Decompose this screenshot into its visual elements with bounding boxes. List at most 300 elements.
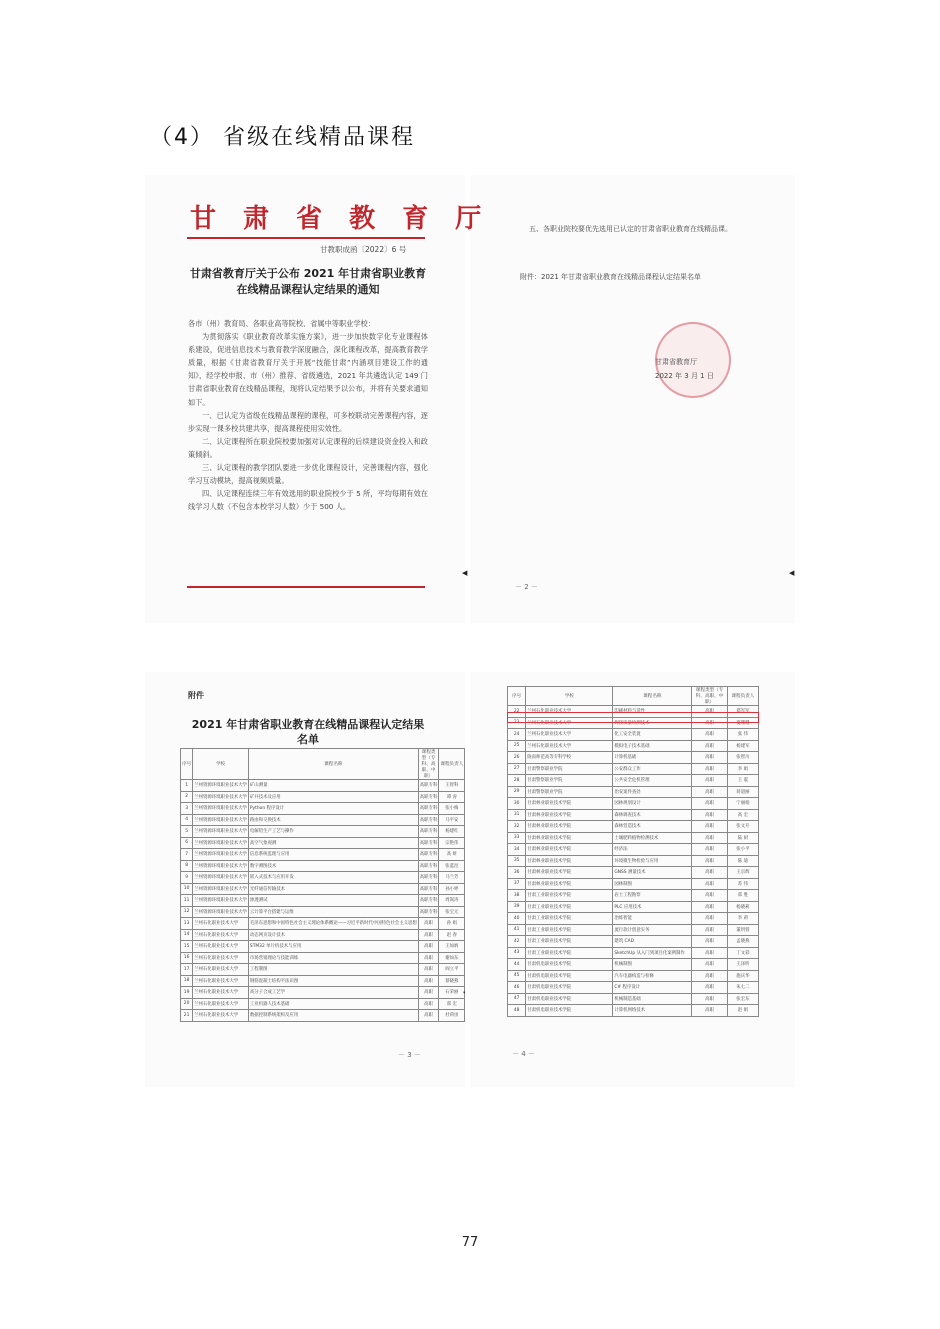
- table-cell: 17: [181, 964, 193, 976]
- table-cell: 兰州石化职业技术大学: [193, 964, 249, 976]
- table-cell: 李 莉: [727, 913, 758, 925]
- table-cell: 29: [508, 786, 526, 798]
- table-cell: 汽车电器构造与检修: [613, 970, 692, 982]
- table-cell: 蔡晓燕: [439, 975, 465, 987]
- table-cell: 毛泽东思想和中国特色社会主义理论体系概论——习近平新时代中国特色社会主义思想: [248, 918, 418, 930]
- table-cell: 高职专科: [418, 860, 439, 872]
- table-cell: 郑军军: [727, 706, 758, 718]
- table-cell: 高职: [692, 867, 727, 879]
- table-cell: 高职: [418, 964, 439, 976]
- table-cell: 18: [181, 975, 193, 987]
- table-cell: 兰州石化职业技术大学: [526, 706, 613, 718]
- paragraph: 为贯彻落实《职业教育改革实施方案》，进一步加快数字化专业课程体系建设，促进信息技术与教育教学深度融合，深化课程改革，提高教育教学质量，根据《甘肃省教育厅关于开展“技能甘肃”内涵项目建设工作的通知》，经学校申报、市（州）推荐、省级遴选，2021 年共遴选认定 149 门甘肃省职业教育在线精品课程，现将认定结果予以公布，并将有关要求通知如下。: [188, 332, 428, 407]
- table-cell: 嵌入式技术与应用开发: [248, 872, 418, 884]
- table-cell: 5: [181, 826, 193, 838]
- table-cell: 高职: [692, 936, 727, 948]
- table-cell: 兰州石化职业技术大学: [526, 729, 613, 741]
- table-cell: 19: [181, 987, 193, 999]
- page-label-4: － 4 －: [512, 1050, 535, 1058]
- table-cell: 高职: [692, 878, 727, 890]
- table-cell: 12: [181, 906, 193, 918]
- table-row: [508, 832, 759, 844]
- table-cell: 治安案件查处: [613, 786, 692, 798]
- table-cell: 张蓝昆: [439, 860, 465, 872]
- document-number: 甘教职成函〔2022〕6 号: [320, 245, 407, 254]
- table-row: [508, 763, 759, 775]
- table-cell: 甘肃机电职业技术学院: [526, 982, 613, 994]
- table-cell: 37: [508, 878, 526, 890]
- table-cell: 甘肃机电职业技术学院: [526, 959, 613, 971]
- table-row: [181, 998, 465, 1010]
- table-cell: 张小平: [727, 844, 758, 856]
- table-cell: STM32 单片机技术与应用: [248, 941, 418, 953]
- table-cell: 谢如东: [439, 952, 465, 964]
- table-cell: 马兰芳: [439, 872, 465, 884]
- attachment-label: 附件: [188, 691, 204, 700]
- table-cell: 渗透测试: [248, 895, 418, 907]
- table-cell: 高职: [692, 706, 727, 718]
- table-cell: 兰州资源环境职业技术大学: [193, 791, 249, 803]
- table-cell: 流行款计创意实务: [613, 924, 692, 936]
- table-cell: 冶炼智能: [613, 913, 692, 925]
- table-cell: 42: [508, 936, 526, 948]
- table-cell: 高职专科: [418, 791, 439, 803]
- table-cell: 23: [508, 717, 526, 729]
- table-cell: 高空气象观测: [248, 837, 418, 849]
- table-row: [508, 970, 759, 982]
- table-cell: 高职: [692, 821, 727, 833]
- table-row: [508, 752, 759, 764]
- table-row: [508, 867, 759, 879]
- table-cell: 森林调查技术: [613, 809, 692, 821]
- table-cell: 28: [508, 775, 526, 787]
- table-cell: 甘肃林业职业技术学院: [526, 878, 613, 890]
- table-cell: 20: [181, 998, 193, 1010]
- table-cell: 25: [508, 740, 526, 752]
- notice-title: 甘肃省教育厅关于公布 2021 年甘肃省职业教育在线精品课程认定结果的通知: [189, 267, 427, 296]
- table-cell: 11: [181, 895, 193, 907]
- results-table-1: [180, 748, 465, 1022]
- table-cell: 高职: [692, 844, 727, 856]
- table-cell: 电解铝生产工艺与操作: [248, 826, 418, 838]
- table-cell: 甘肃林业职业技术学院: [526, 867, 613, 879]
- table-cell: 经济法: [613, 844, 692, 856]
- table-cell: 41: [508, 924, 526, 936]
- table-cell: PLC 应用技术: [613, 901, 692, 913]
- table-cell: 兰州资源环境职业技术大学: [193, 906, 249, 918]
- table-row: [181, 906, 465, 918]
- red-divider-bottom: [187, 586, 425, 588]
- table-row: [508, 821, 759, 833]
- table-cell: 兰州石化职业技术大学: [193, 941, 249, 953]
- table-cell: 甘肃林业职业技术学院: [526, 855, 613, 867]
- table-cell: 甘肃工业职业技术学院: [526, 947, 613, 959]
- table-row: [181, 791, 465, 803]
- table-cell: 高职: [692, 775, 727, 787]
- table-cell: 杨建红: [439, 826, 465, 838]
- table-row: [181, 929, 465, 941]
- table-cell: 光纤通信传输技术: [248, 883, 418, 895]
- table-cell: 王智科: [439, 780, 465, 792]
- table-cell: 高职: [692, 924, 727, 936]
- table-cell: 高职: [418, 941, 439, 953]
- table-row: [181, 975, 465, 987]
- table-cell: 47: [508, 993, 526, 1005]
- page-label-2: － 2 －: [515, 583, 538, 591]
- paragraph: 一、已认定为省级在线精品课程的课程，可多校联动完善课程内容，逐步实现一课多校共建共享，提高课程使用实效性。: [188, 410, 428, 433]
- table-cell: 40: [508, 913, 526, 925]
- table-cell: 31: [508, 809, 526, 821]
- table-cell: 高职: [692, 913, 727, 925]
- table-cell: 38: [508, 890, 526, 902]
- table-cell: 高职: [692, 890, 727, 902]
- table-row: [181, 952, 465, 964]
- table-row: [181, 941, 465, 953]
- table-cell: 阎立平: [439, 964, 465, 976]
- table-cell: 甘肃机电职业技术学院: [526, 970, 613, 982]
- table-cell: 高职专科: [418, 883, 439, 895]
- table-cell: 45: [508, 970, 526, 982]
- table-cell: 48: [508, 1005, 526, 1017]
- table-cell: 郑 胜: [727, 890, 758, 902]
- table-cell: 甘肃警察职业学院: [526, 775, 613, 787]
- table-cell: 兰州资源环境职业技术大学: [193, 895, 249, 907]
- table-cell: 甘肃林业职业技术学院: [526, 832, 613, 844]
- table-cell: 高职: [692, 993, 727, 1005]
- table-cell: 张小梅: [439, 803, 465, 815]
- table-cell: 高职: [692, 982, 727, 994]
- table-cell: 高 妍: [439, 849, 465, 861]
- table-cell: 森林营造技术: [613, 821, 692, 833]
- table-cell: 高职: [692, 1005, 727, 1017]
- table-row: [181, 895, 465, 907]
- table-cell: 郑 宏: [439, 998, 465, 1010]
- table-cell: 高职: [692, 832, 727, 844]
- table-cell: 甘肃工业职业技术学院: [526, 936, 613, 948]
- table-cell: 张文开: [727, 821, 758, 833]
- table-cell: 高职: [692, 947, 727, 959]
- section-heading: （4） 省级在线精品课程: [150, 125, 415, 150]
- page-number: 77: [461, 1235, 479, 1250]
- table-cell: 4: [181, 814, 193, 826]
- table-cell: 兰州资源环境职业技术大学: [193, 883, 249, 895]
- table-cell: 王 震: [727, 775, 758, 787]
- table-cell: 园林制图: [613, 878, 692, 890]
- table-cell: 高职: [692, 729, 727, 741]
- table-cell: 高职: [418, 918, 439, 930]
- table-cell: 杨建军: [727, 740, 758, 752]
- table-cell: 朱七二: [727, 982, 758, 994]
- table-cell: 高职: [418, 952, 439, 964]
- table-cell: 杜荷宙: [439, 1010, 465, 1022]
- page-label-3: － 3 －: [398, 1051, 421, 1059]
- table-cell: 公共安全危机管理: [613, 775, 692, 787]
- table-cell: 10: [181, 883, 193, 895]
- table-cell: 甘肃机电职业技术学院: [526, 993, 613, 1005]
- table-cell: 高职: [692, 717, 727, 729]
- table-cell: 云计算平台搭建与运维: [248, 906, 418, 918]
- table-cell: 1: [181, 780, 193, 792]
- table-cell: 建筑 CAD: [613, 936, 692, 948]
- table-row: [508, 786, 759, 798]
- table-cell: 8: [181, 860, 193, 872]
- table-row: [508, 936, 759, 948]
- table-cell: 钢筋混凝土结构平法识图: [248, 975, 418, 987]
- table-cell: 兰州石化职业技术大学: [193, 929, 249, 941]
- table-cell: 14: [181, 929, 193, 941]
- table-cell: 21: [181, 1010, 193, 1022]
- table-row: [181, 803, 465, 815]
- list-title: 2021 年甘肃省职业教育在线精品课程认定结果名单: [191, 718, 425, 746]
- table-cell: 甘肃工业职业技术学院: [526, 913, 613, 925]
- table-cell: 高职专科: [418, 803, 439, 815]
- scan-marker-icon: ◀: [462, 569, 468, 577]
- table-cell: 27: [508, 763, 526, 775]
- table-cell: 矿井技术及应用: [248, 791, 418, 803]
- table-cell: 宗艳伟: [439, 837, 465, 849]
- table-cell: 兰州资源环境职业技术大学: [193, 872, 249, 884]
- table-row: [181, 849, 465, 861]
- table-cell: 计算机基础: [613, 752, 692, 764]
- table-cell: 甘肃机电职业技术学院: [526, 1005, 613, 1017]
- table-cell: 孟晓燕: [727, 936, 758, 948]
- table-cell: 李 娟: [727, 763, 758, 775]
- paragraph: 二、认定课程所在职业院校要加强对认定课程的后续建设资金投入和政策倾斜。: [188, 436, 428, 459]
- notice-paragraph-5: 五、各职业院校要优先选用已认定的甘肃省职业教育在线精品课。: [529, 225, 732, 233]
- header-course: 课程名称: [248, 749, 418, 780]
- table-row: [508, 1005, 759, 1017]
- table-cell: 高职: [692, 959, 727, 971]
- header-lead: 课程负责人: [727, 687, 758, 706]
- table-cell: 王宗辉: [727, 867, 758, 879]
- table-cell: 周嵩涛: [439, 895, 465, 907]
- table-cell: 张宏东: [727, 993, 758, 1005]
- table-cell: Python 程序设计: [248, 803, 418, 815]
- table-cell: 39: [508, 901, 526, 913]
- table-row: [508, 809, 759, 821]
- table-row: [181, 837, 465, 849]
- table-cell: 王泽昕: [727, 959, 758, 971]
- table-cell: 赵 春: [439, 929, 465, 941]
- table-row: [181, 1010, 465, 1022]
- table-row: [181, 918, 465, 930]
- paragraph: 四、认定课程连续三年有效选用的职业院校少于 5 所，平均每期有效在线学习人数（不包含本校学习人数）少于 500 人。: [188, 489, 428, 512]
- table-cell: 施庆华: [727, 970, 758, 982]
- table-cell: 兰州资源环境职业技术大学: [193, 860, 249, 872]
- signature-date: 2022 年 3 月 1 日: [655, 372, 714, 380]
- table-row: [181, 780, 465, 792]
- table-cell: 高职: [692, 901, 727, 913]
- table-cell: 矿山测量: [248, 780, 418, 792]
- table-cell: 9: [181, 872, 193, 884]
- table-cell: 动态网页设计技术: [248, 929, 418, 941]
- table-cell: 高职专科: [418, 826, 439, 838]
- table-row: [508, 878, 759, 890]
- table-cell: 石荣丽: [439, 987, 465, 999]
- table-row: [508, 740, 759, 752]
- table-cell: 陆 厨: [727, 832, 758, 844]
- table-row: [181, 814, 465, 826]
- table-cell: 高职: [418, 998, 439, 1010]
- table-cell: 杨晓莉: [727, 901, 758, 913]
- table-row: [181, 987, 465, 999]
- header-lead: 课程负责人: [439, 749, 465, 780]
- table-cell: 高职: [692, 809, 727, 821]
- table-cell: 高职: [692, 786, 727, 798]
- table-cell: 高职: [418, 1010, 439, 1022]
- table-cell: 兰州石化职业技术大学: [193, 918, 249, 930]
- table-cell: 高职专科: [418, 872, 439, 884]
- table-cell: 高职专科: [418, 837, 439, 849]
- table-cell: 信息系统监理与应用: [248, 849, 418, 861]
- table-cell: 模拟电子技术基础: [613, 740, 692, 752]
- table-cell: 高职专科: [418, 814, 439, 826]
- header-type: 课程类型（专科、高职、中职）: [692, 687, 727, 706]
- table-cell: 高职: [692, 752, 727, 764]
- red-divider: [187, 237, 425, 239]
- table-cell: 计算机网络技术: [613, 1005, 692, 1017]
- table-row: [181, 883, 465, 895]
- table-cell: 蒋道丽: [727, 786, 758, 798]
- table-cell: 36: [508, 867, 526, 879]
- table-cell: 孙 娟: [439, 918, 465, 930]
- table-cell: 高职专科: [418, 906, 439, 918]
- table-cell: 3: [181, 803, 193, 815]
- table-cell: 高职: [692, 855, 727, 867]
- table-cell: 机械制造基础: [613, 993, 692, 1005]
- table-row: [181, 964, 465, 976]
- table-cell: 兰州资源环境职业技术大学: [193, 803, 249, 815]
- table-row: [508, 729, 759, 741]
- table-cell: 赵 娟: [727, 1005, 758, 1017]
- table-cell: 丁文彩: [727, 947, 758, 959]
- table-cell: 陈 迪: [727, 855, 758, 867]
- table-cell: 44: [508, 959, 526, 971]
- table-cell: 43: [508, 947, 526, 959]
- table-cell: 高职: [418, 929, 439, 941]
- table-cell: 甘肃工业职业技术学院: [526, 901, 613, 913]
- results-table-2: [507, 686, 759, 1017]
- paragraph: 三、认定课程的教学团队要进一步优化课程设计，完善课程内容，强化学习互动模块，提高视频质量。: [188, 463, 428, 486]
- letterhead: 甘 肃 省 教 育 厅: [190, 204, 491, 234]
- table-row: [508, 982, 759, 994]
- table-cell: 高职: [418, 987, 439, 999]
- table-cell: 园林规划设计: [613, 798, 692, 810]
- table-cell: 兰州资源环境职业技术大学: [193, 826, 249, 838]
- table-cell: 32: [508, 821, 526, 833]
- header-school: 学校: [193, 749, 249, 780]
- table-row: [508, 993, 759, 1005]
- table-cell: 张智川: [727, 752, 758, 764]
- table-row: [508, 913, 759, 925]
- table-cell: 高 宏: [727, 809, 758, 821]
- scanned-page-2: [470, 175, 795, 623]
- table-cell: 张宝元: [439, 906, 465, 918]
- paragraph: 各市（州）教育局、各职业高等院校、省属中等职业学校：: [188, 319, 375, 328]
- table-cell: 高职专科: [418, 849, 439, 861]
- table-cell: 高职: [692, 763, 727, 775]
- table-cell: 高职专科: [418, 780, 439, 792]
- table-cell: 兰州石化职业技术大学: [526, 740, 613, 752]
- table-cell: 陇南师范高等专科学校: [526, 752, 613, 764]
- table-row: [508, 924, 759, 936]
- table-cell: 高职: [692, 798, 727, 810]
- table-cell: 数据控制系统架构及应用: [248, 1010, 418, 1022]
- table-row: [181, 872, 465, 884]
- table-cell: 环境微生物检验与应用: [613, 855, 692, 867]
- table-cell: 甘肃工业职业技术学院: [526, 924, 613, 936]
- table-cell: 24: [508, 729, 526, 741]
- table-cell: 印刷材料与适性: [613, 706, 692, 718]
- table-cell: 高职: [692, 740, 727, 752]
- highlighted-row-box: [507, 712, 759, 723]
- table-cell: 工业机器人技术基础: [248, 998, 418, 1010]
- table-cell: 高职: [692, 970, 727, 982]
- table-cell: 谭 涛: [439, 791, 465, 803]
- table-cell: 15: [181, 941, 193, 953]
- table-cell: 数字测图技术: [248, 860, 418, 872]
- header-no: 序号: [508, 687, 526, 706]
- table-cell: 公安群众工作: [613, 763, 692, 775]
- signature-org: 甘肃省教育厅: [655, 358, 697, 366]
- table-cell: 甘肃警察职业学院: [526, 786, 613, 798]
- table-cell: 16: [181, 952, 193, 964]
- table-cell: 王如炳: [439, 941, 465, 953]
- table-cell: 兰州石化职业技术大学: [193, 998, 249, 1010]
- table-cell: 土壤肥料植物检测技术: [613, 832, 692, 844]
- table-cell: 甘肃林业职业技术学院: [526, 844, 613, 856]
- table-cell: 甘肃林业职业技术学院: [526, 798, 613, 810]
- table-cell: 高职专科: [418, 895, 439, 907]
- table-row: [508, 844, 759, 856]
- table-cell: 市场营销理论与技能训练: [248, 952, 418, 964]
- notice-body: [188, 317, 428, 513]
- table-cell: 兰州石化职业技术大学: [193, 987, 249, 999]
- table-cell: 46: [508, 982, 526, 994]
- table-row: [508, 890, 759, 902]
- table-cell: 董玥蓉: [727, 924, 758, 936]
- table-cell: 路由和交换技术: [248, 814, 418, 826]
- table-cell: 苏 伟: [727, 878, 758, 890]
- table-cell: 兰州资源环境职业技术大学: [193, 814, 249, 826]
- table-cell: 岩土工程勘察: [613, 890, 692, 902]
- header-no: 序号: [181, 749, 193, 780]
- table-row: [508, 947, 759, 959]
- table-cell: 张 伟: [727, 729, 758, 741]
- attachment-note: 附件：2021 年甘肃省职业教育在线精品课程认定结果名单: [520, 273, 702, 281]
- table-row: [508, 798, 759, 810]
- table-cell: 兰州石化职业技术大学: [193, 975, 249, 987]
- table-cell: 13: [181, 918, 193, 930]
- table-cell: 甘肃警察职业学院: [526, 763, 613, 775]
- scan-marker-icon: ❛: [463, 990, 466, 998]
- table-cell: 宁丽娟: [727, 798, 758, 810]
- table-cell: 2: [181, 791, 193, 803]
- table-cell: 兰州石化职业技术大学: [193, 952, 249, 964]
- table-cell: 焊接质量检测技术: [613, 717, 692, 729]
- table-cell: 兰州石化职业技术大学: [193, 1010, 249, 1022]
- table-cell: 兰州资源环境职业技术大学: [193, 837, 249, 849]
- table-cell: 33: [508, 832, 526, 844]
- header-type: 课程类型（专科、高职、中职）: [418, 749, 439, 780]
- table-cell: 工程制图: [248, 964, 418, 976]
- table-cell: GNSS 测量技术: [613, 867, 692, 879]
- table-cell: 甘肃林业职业技术学院: [526, 809, 613, 821]
- table-row: [508, 775, 759, 787]
- table-row: [181, 826, 465, 838]
- scan-marker-icon: ◀: [789, 569, 795, 577]
- table-cell: 甘肃林业职业技术学院: [526, 821, 613, 833]
